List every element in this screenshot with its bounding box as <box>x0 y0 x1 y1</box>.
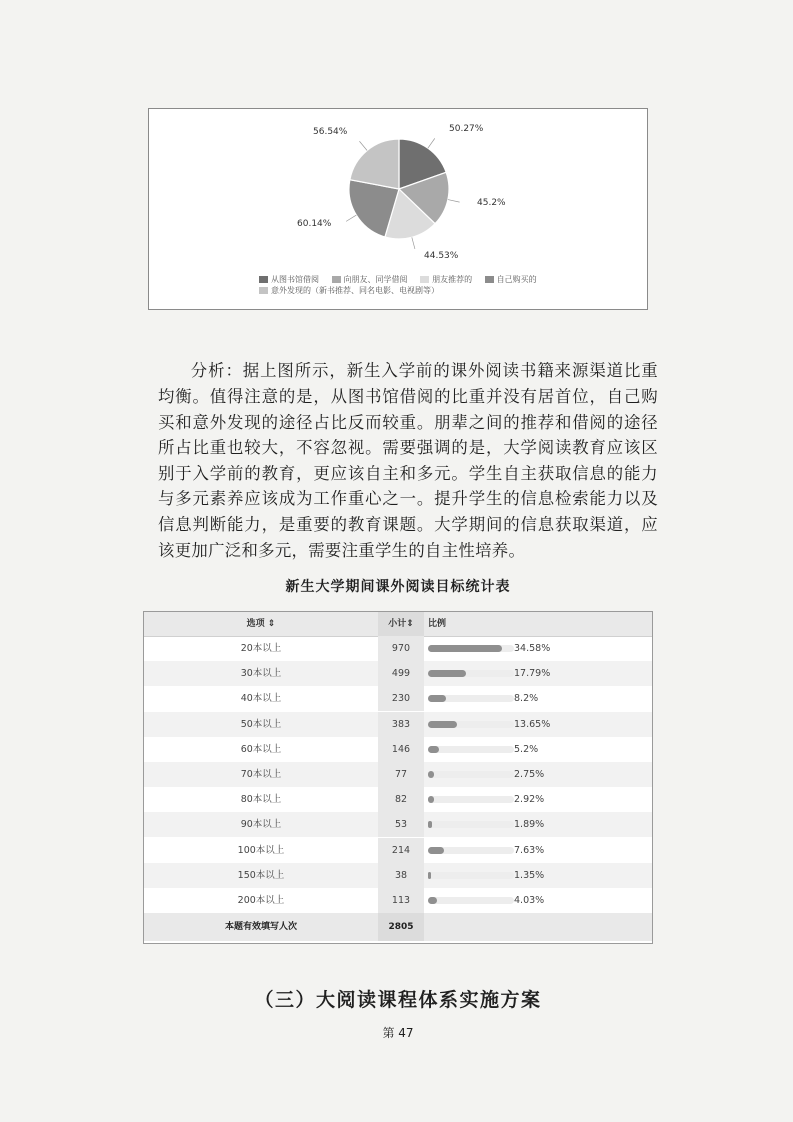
row-option: 20本以上 <box>240 643 282 654</box>
row-count: 499 <box>378 661 424 686</box>
bar-fill <box>428 771 434 778</box>
bar-track <box>428 746 514 753</box>
row-bar <box>424 636 514 661</box>
header-ratio: 比例 <box>428 619 447 629</box>
row-bar <box>424 888 514 913</box>
pie-chart-figure <box>148 108 648 310</box>
pie-legend <box>259 274 639 296</box>
row-option: 90本以上 <box>240 819 282 831</box>
table-row <box>144 863 652 888</box>
footer-label: 本题有效填写人次 <box>224 922 297 932</box>
bar-fill <box>428 821 432 828</box>
legend-label: 意外发现的（新书推荐、同名电影、电视剧等） <box>271 286 439 295</box>
pie-label-bought: 60.14% <box>297 219 332 229</box>
analysis-paragraph: 分析：据上图所示，新生入学前的课外阅读书籍来源渠道比重均衡。值得注意的是，从图书馆借阅的比重并没有居首位，自己购买和意外发现的途径占比反而较重。朋辈之间的推荐和借阅的途径所占比重也较大，不容忽视。需要强调的是，大学阅读教育应该区别于入学前的教育，更应该自主和多元。学生自主获取信息的能力与多元素养应该成为工作重心之一。提升学生的信息检索能力以及信息判断能力，是重要的教育课题。大学期间的信息获取渠道，应该更加广泛和多元，需要注重学生的自主性培养。 <box>158 361 658 560</box>
row-option: 50本以上 <box>240 718 282 730</box>
legend-item-recommended <box>420 274 472 285</box>
legend-swatch <box>420 276 429 283</box>
legend-label: 朋友推荐的 <box>432 275 473 284</box>
table-row <box>144 686 652 711</box>
row-option: 150本以上 <box>237 869 285 881</box>
table-row <box>144 838 652 863</box>
pie-leader-line <box>359 141 367 150</box>
table-row <box>144 812 652 837</box>
pie-label-accidental: 56.54% <box>313 127 348 137</box>
row-bar <box>424 812 514 837</box>
row-option: 70本以上 <box>240 769 282 780</box>
legend-item-library <box>259 274 319 285</box>
bar-fill <box>428 872 431 879</box>
row-option: 80本以上 <box>240 794 282 806</box>
row-count: 230 <box>378 686 424 711</box>
row-count: 38 <box>378 863 424 888</box>
table-row <box>144 888 652 913</box>
row-option: 40本以上 <box>240 693 282 705</box>
table-row <box>144 636 652 661</box>
row-percent: 7.63% <box>514 844 545 856</box>
pie-leader-line <box>428 138 435 148</box>
legend-item-borrow-friends <box>332 274 408 285</box>
bar-fill <box>428 670 466 677</box>
row-count: 146 <box>378 737 424 762</box>
row-bar <box>424 737 514 762</box>
legend-item-bought <box>485 274 537 285</box>
row-bar <box>424 863 514 888</box>
table-footer-row <box>144 913 652 941</box>
table-title: 新生大学期间课外阅读目标统计表 <box>285 579 511 595</box>
row-percent: 2.92% <box>514 794 545 806</box>
legend-label: 从图书馆借阅 <box>271 275 319 284</box>
legend-swatch <box>259 276 268 283</box>
table-row <box>144 661 652 686</box>
pie-label-library: 50.27% <box>449 124 484 134</box>
bar-track <box>428 670 514 677</box>
row-bar <box>424 787 514 812</box>
row-count: 82 <box>378 787 424 812</box>
bar-fill <box>428 897 437 904</box>
bar-track <box>428 796 514 803</box>
pie-leader-line <box>346 215 356 221</box>
bar-fill <box>428 695 446 702</box>
row-option: 30本以上 <box>240 668 282 680</box>
pie-leader-line <box>412 237 415 249</box>
legend-swatch <box>485 276 494 283</box>
table-row <box>144 737 652 762</box>
row-bar <box>424 712 514 737</box>
row-option: 100本以上 <box>237 844 285 856</box>
row-percent: 1.89% <box>514 819 545 831</box>
pie-leader-line <box>448 200 460 203</box>
row-count: 53 <box>378 812 424 837</box>
bar-track <box>428 721 514 728</box>
footer-count: 2805 <box>378 913 424 941</box>
row-percent: 1.35% <box>514 869 545 881</box>
bar-track <box>428 847 514 854</box>
row-percent: 4.03% <box>514 895 545 906</box>
row-count: 970 <box>378 636 424 661</box>
row-count: 77 <box>378 762 424 787</box>
page-number: 第 47 <box>382 1026 414 1040</box>
row-bar <box>424 661 514 686</box>
row-percent: 8.2% <box>514 693 539 705</box>
legend-label: 自己购买的 <box>496 275 537 284</box>
pie-slice-accidental <box>350 139 399 189</box>
row-percent: 34.58% <box>514 643 551 654</box>
bar-fill <box>428 721 457 728</box>
row-percent: 5.2% <box>514 743 539 755</box>
table-row <box>144 712 652 737</box>
bar-fill <box>428 796 434 803</box>
section-heading: （三）大阅读课程体系实施方案 <box>254 989 542 1011</box>
row-percent: 13.65% <box>514 718 551 730</box>
legend-label: 向朋友、同学借阅 <box>343 275 408 284</box>
bar-fill <box>428 847 444 854</box>
row-bar <box>424 762 514 787</box>
row-count: 113 <box>378 888 424 913</box>
stats-table <box>143 611 653 944</box>
legend-swatch <box>259 287 268 294</box>
header-option[interactable]: 选项 ⇕ <box>246 619 276 629</box>
row-option: 200本以上 <box>237 895 285 906</box>
bar-track <box>428 897 514 904</box>
legend-item-accidental <box>259 285 439 296</box>
row-bar <box>424 686 514 711</box>
row-percent: 2.75% <box>514 769 545 780</box>
table-header-row <box>144 612 652 637</box>
pie-label-recommended: 44.53% <box>424 251 459 261</box>
bar-track <box>428 645 514 652</box>
bar-track <box>428 695 514 702</box>
row-percent: 17.79% <box>514 668 551 680</box>
legend-swatch <box>332 276 341 283</box>
bar-track <box>428 821 514 828</box>
row-option: 60本以上 <box>240 743 282 755</box>
header-count[interactable]: 小计⇕ <box>378 612 424 636</box>
table-row <box>144 762 652 787</box>
row-bar <box>424 838 514 863</box>
bar-fill <box>428 645 502 652</box>
row-count: 383 <box>378 712 424 737</box>
bar-track <box>428 771 514 778</box>
bar-fill <box>428 746 439 753</box>
pie-label-borrow-friends: 45.2% <box>477 198 506 208</box>
bar-track <box>428 872 514 879</box>
table-row <box>144 787 652 812</box>
row-count: 214 <box>378 838 424 863</box>
